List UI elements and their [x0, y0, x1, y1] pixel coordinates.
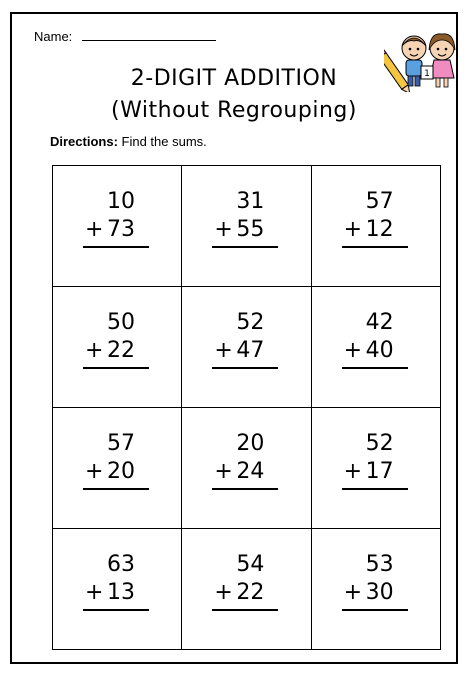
- addend-top: 50: [107, 310, 135, 335]
- worksheet: [10, 12, 458, 664]
- addend-bottom: 40: [365, 338, 394, 363]
- worksheet-title: 2-DIGIT ADDITION: [130, 66, 338, 91]
- problem-cell: [312, 287, 441, 408]
- plus-sign: +: [214, 459, 233, 484]
- addend-bottom: 22: [107, 338, 135, 363]
- addend-bottom: 12: [365, 217, 394, 242]
- addend-bottom-row: [79, 579, 139, 607]
- addition-problem: [79, 188, 139, 248]
- answer-line[interactable]: [83, 609, 149, 611]
- plus-sign: +: [214, 580, 233, 605]
- addend-top: 52: [236, 310, 265, 335]
- addend-top: 20: [236, 431, 265, 456]
- addend-top: 52: [365, 431, 394, 456]
- directions-text: Find the sums.: [121, 134, 207, 149]
- addend-bottom: 55: [236, 217, 265, 242]
- addend-top: 54: [236, 552, 265, 577]
- addition-problem: [338, 188, 398, 248]
- addition-problem: [338, 551, 398, 611]
- plus-sign: +: [85, 338, 104, 363]
- addend-bottom-row: [208, 579, 268, 607]
- answer-line[interactable]: [83, 488, 149, 490]
- addition-problem: [79, 430, 139, 490]
- plus-sign: +: [343, 580, 363, 605]
- problem-cell: [53, 529, 182, 650]
- name-line[interactable]: [82, 28, 216, 41]
- name-field-row: [34, 28, 216, 44]
- addend-bottom: 73: [107, 217, 135, 242]
- answer-line[interactable]: [342, 488, 408, 490]
- problem-cell: [182, 166, 311, 287]
- addend-bottom: 47: [236, 338, 265, 363]
- plus-sign: +: [214, 338, 233, 363]
- answer-line[interactable]: [342, 609, 408, 611]
- addend-bottom-row: [208, 458, 268, 486]
- addition-problem: [208, 551, 268, 611]
- addend-top: 31: [236, 189, 265, 214]
- problem-cell: [312, 166, 441, 287]
- addend-bottom-row: [79, 337, 139, 365]
- problem-cell: [182, 408, 311, 529]
- problem-cell: [312, 408, 441, 529]
- addend-bottom-row: [338, 337, 398, 365]
- problem-cell: [53, 287, 182, 408]
- plus-sign: +: [85, 217, 104, 242]
- addend-bottom-row: [79, 458, 139, 486]
- addition-problem: [79, 551, 139, 611]
- plus-sign: +: [343, 217, 363, 242]
- addend-bottom: 24: [236, 459, 265, 484]
- addition-problem: [208, 309, 268, 369]
- kids-badge-text: 1: [424, 69, 430, 79]
- addend-top: 42: [365, 310, 394, 335]
- addition-problem: [208, 430, 268, 490]
- answer-line[interactable]: [342, 367, 408, 369]
- addend-bottom-row: [208, 337, 268, 365]
- answer-line[interactable]: [83, 246, 149, 248]
- plus-sign: +: [85, 580, 104, 605]
- addition-problem: [338, 430, 398, 490]
- plus-sign: +: [343, 459, 363, 484]
- problem-cell: [182, 287, 311, 408]
- plus-sign: +: [214, 217, 233, 242]
- addend-bottom: 22: [236, 580, 265, 605]
- addend-bottom: 20: [107, 459, 135, 484]
- addend-bottom: 17: [365, 459, 394, 484]
- answer-line[interactable]: [342, 246, 408, 248]
- problem-grid: [52, 165, 441, 650]
- answer-line[interactable]: [212, 609, 278, 611]
- addend-top: 63: [107, 552, 135, 577]
- addend-top: 10: [107, 189, 135, 214]
- addend-bottom-row: [338, 458, 398, 486]
- answer-line[interactable]: [212, 488, 278, 490]
- answer-line[interactable]: [212, 367, 278, 369]
- problem-cell: [53, 408, 182, 529]
- directions: [50, 134, 207, 149]
- addend-bottom: 13: [107, 580, 135, 605]
- addend-top: 57: [365, 189, 394, 214]
- addend-bottom-row: [208, 216, 268, 244]
- answer-line[interactable]: [212, 246, 278, 248]
- addition-problem: [208, 188, 268, 248]
- addend-top: 57: [107, 431, 135, 456]
- addition-problem: [338, 309, 398, 369]
- addend-bottom-row: [338, 579, 398, 607]
- problem-cell: [53, 166, 182, 287]
- plus-sign: +: [85, 459, 104, 484]
- name-label: Name:: [34, 29, 73, 44]
- addition-problem: [79, 309, 139, 369]
- addend-bottom: 30: [365, 580, 394, 605]
- addend-top: 53: [365, 552, 394, 577]
- worksheet-subtitle: (Without Regrouping): [111, 98, 357, 123]
- directions-label: Directions:: [50, 134, 118, 149]
- addend-bottom-row: [338, 216, 398, 244]
- plus-sign: +: [343, 338, 363, 363]
- problem-cell: [182, 529, 311, 650]
- problem-cell: [312, 529, 441, 650]
- addend-bottom-row: [79, 216, 139, 244]
- answer-line[interactable]: [83, 367, 149, 369]
